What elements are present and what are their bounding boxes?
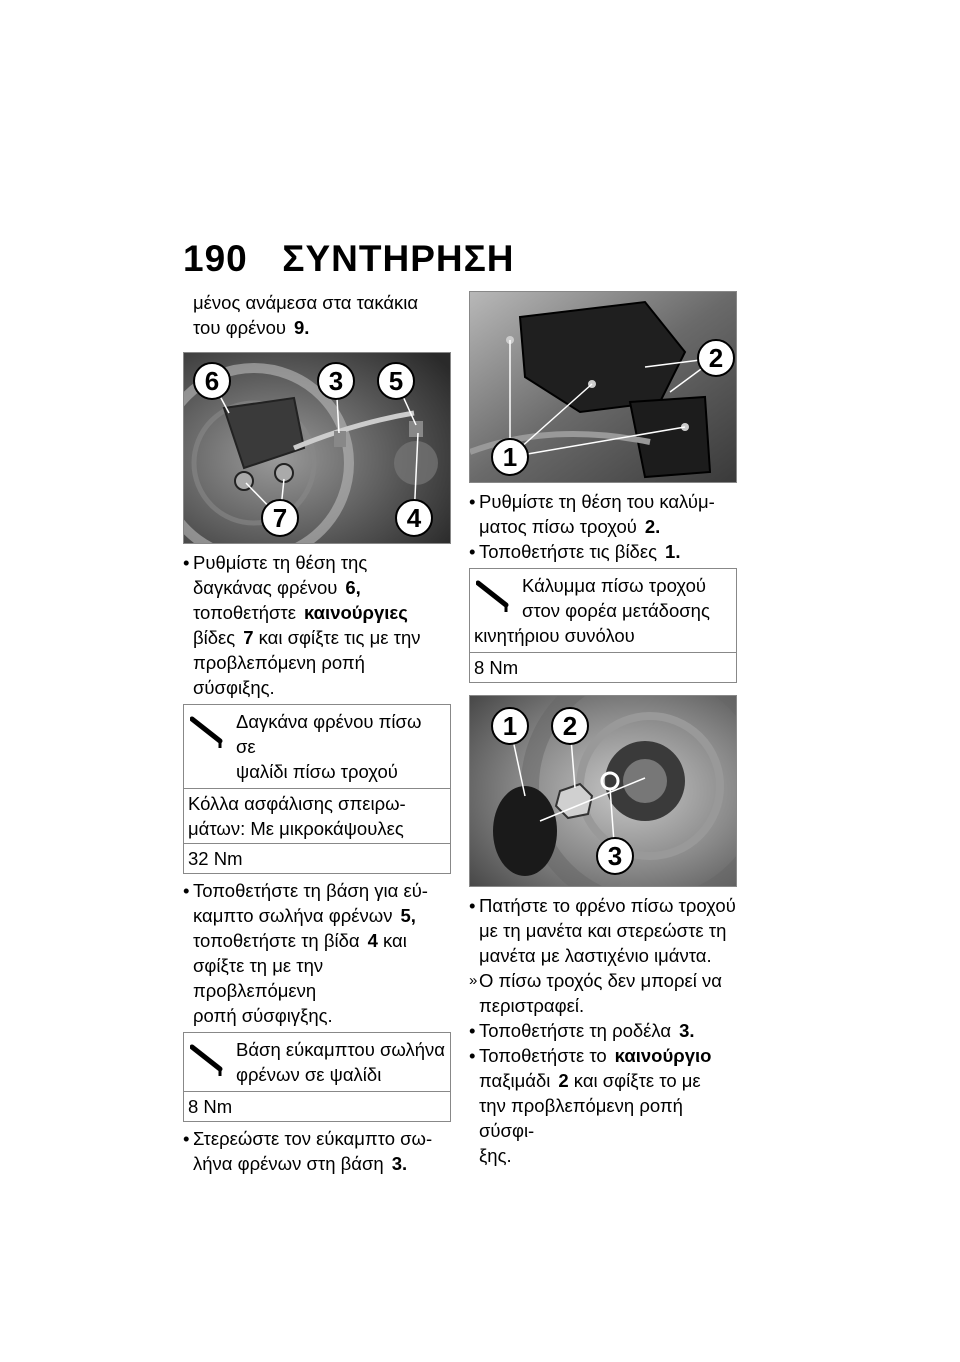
torque-wrench-icon [190,1043,230,1077]
torque-wrench-icon [476,579,516,613]
step-install-screws: • Τοποθετήστε τις βίδες 1. [469,539,737,564]
svg-text:3: 3 [328,366,344,396]
callout-4 [396,500,432,536]
torque-spec-hose-bracket: Βάση εύκαμπτου σωλήνα φρένων σε ψαλίδι 8 Nm [183,1032,451,1122]
figure-wheel-cover [469,291,737,483]
step-adjust-cover: • Ρυθμίστε τη θέση του καλύμ- ματος πίσω τροχού 2. [469,489,737,539]
callout-3 [318,363,354,399]
torque-spec-caliper: Δαγκάνα φρένου πίσω σε ψαλίδι πίσω τροχού Κόλλα ασφάλισης σπειρω- μάτων: Με μικροκάψουλες 32 Nm [183,704,451,874]
svg-text:5: 5 [388,366,404,396]
svg-text:7: 7 [272,503,288,533]
step-apply-brake: • Πατήστε το φρένο πίσω τροχού με τη μανέτα και στερεώστε τη μανέτα με λαστιχένιο ιμάντα. [469,893,737,968]
section-title: ΣΥΝΤΗΡΗΣΗ [282,238,515,279]
result-wheel-locked: » Ο πίσω τροχός δεν μπορεί να περιστραφεί. [469,968,737,1018]
callout-5 [378,363,414,399]
step-install-nut: • Τοποθετήστε το καινούργιο παξιμάδι 2 και σφίξτε το με την προβλεπόμενη ροπή σύσφι- ξης. [469,1043,737,1168]
left-column [183,290,451,1176]
callout-1 [492,439,528,475]
torque-value: 8 Nm [474,657,519,678]
torque-spec-wheel-cover: Κάλυμμα πίσω τροχού στον φορέα μετάδοσης κινητήριου συνόλου 8 Nm [469,568,737,683]
axle-nut-photo [470,696,736,886]
callout-1 [492,708,528,744]
wheel-cover-photo [470,292,736,482]
figure-axle-nut [469,695,737,887]
svg-text:3: 3 [607,841,623,871]
svg-text:1: 1 [502,711,518,741]
step-adjust-caliper: • Ρυθμίστε τη θέση της δαγκάνας φρένου 6, τοποθετήστε καινούργιες βίδες 7 και σφίξτε τις με την προβλεπόμενη ροπή σύσφιξης. [183,550,451,700]
callout-6 [194,363,230,399]
page-header [183,238,515,280]
brake-caliper-photo [184,353,450,543]
callout-2 [552,708,588,744]
torque-value: 8 Nm [188,1096,233,1117]
step-brake-hose-bracket: • Τοποθετήστε τη βάση για εύ- καμπτο σωλήνα φρένων 5, τοποθετήστε τη βίδα 4 και σφίξτε τη με την προβλεπόμενη ροπή σύσφιγξης. [183,878,451,1028]
right-column [469,291,737,1168]
svg-text:1: 1 [502,442,518,472]
svg-text:2: 2 [708,343,724,373]
svg-text:4: 4 [406,503,422,533]
svg-text:6: 6 [204,366,220,396]
page-number: 190 [183,238,248,279]
intro-text: μένος ανάμεσα στα τακάκια του φρένου 9. [193,292,419,338]
step-install-washer: • Τοποθετήστε τη ροδέλα 3. [469,1018,737,1043]
torque-wrench-icon [190,715,230,749]
callout-2 [698,340,734,376]
svg-text:2: 2 [562,711,578,741]
callout-3 [597,838,633,874]
torque-value: 32 Nm [188,848,243,869]
callout-7 [262,500,298,536]
step-fix-hose: • Στερεώστε τον εύκαμπτο σω- λήνα φρένων στη βάση 3. [183,1126,451,1176]
figure-brake-caliper [183,352,451,544]
